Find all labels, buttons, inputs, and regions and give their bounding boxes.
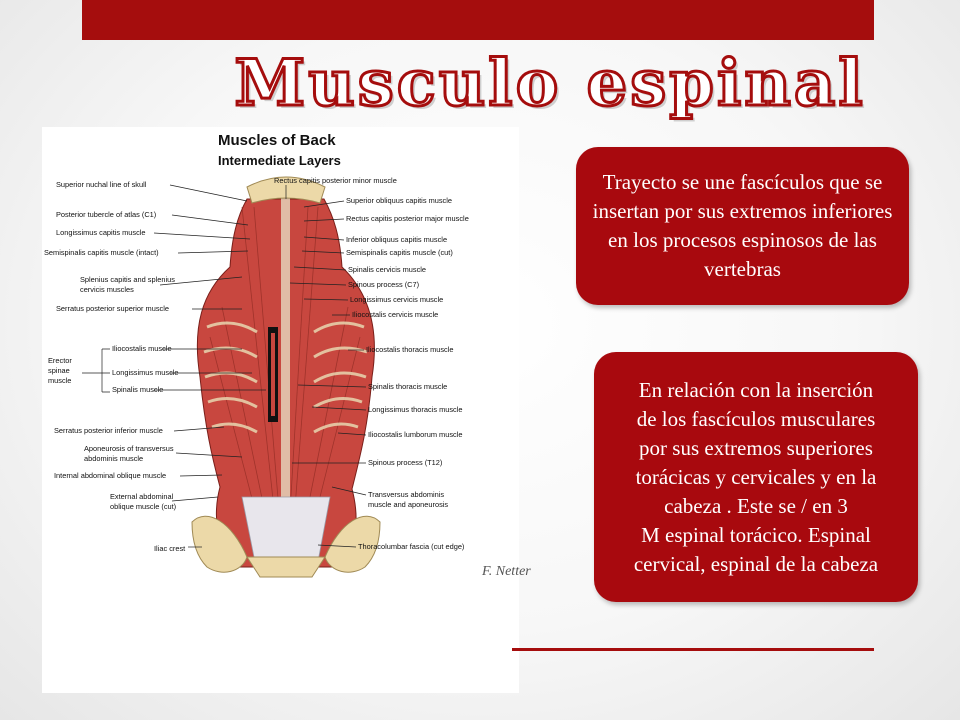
erector-label: spinae [48,366,70,375]
label-left: Spinalis muscle [112,385,164,394]
label-right: Iliocostalis lumborum muscle [368,430,463,439]
text-line: cabeza . Este se / en 3 [664,493,848,518]
label-right: Longissimus cervicis muscle [350,295,444,304]
text-line: M espinal torácico. Espinal [641,522,871,547]
bottom-accent-line [512,648,874,651]
label-right: muscle and aponeurosis [368,500,449,509]
info-box-trayecto-text: Trayecto se une fascículos que se insertan por sus extremos inferiores en los procesos espinosos de las vertebras [592,170,893,281]
label-left: Posterior tubercle of atlas (C1) [56,210,157,219]
label-right: Iliocostalis cervicis muscle [352,310,439,319]
label-right: Rectus capitis posterior minor muscle [274,176,397,185]
label-left: Serratus posterior superior muscle [56,304,169,313]
label-right: Rectus capitis posterior major muscle [346,214,469,223]
text-line: por sus extremos superiores [639,435,873,460]
info-box-trayecto [576,147,909,305]
label-left: Iliac crest [154,544,186,553]
info-box-insercion [594,352,918,602]
label-right: Spinalis cervicis muscle [348,265,427,274]
label-left: External abdominal [110,492,174,501]
info-box-insercion-text [626,376,886,579]
top-accent-bar [82,0,874,40]
label-left: Splenius capitis and splenius [80,275,175,284]
label-left: oblique muscle (cut) [110,502,177,511]
netter-signature: F. Netter [482,564,531,579]
label-right: Inferior obliquus capitis muscle [346,235,448,244]
label-left: Iliocostalis muscle [112,344,172,353]
erector-label: muscle [48,376,72,385]
figure-subtitle: Intermediate Layers [218,153,341,168]
label-left: Superior nuchal line of skull [56,180,147,189]
text-line: torácicas y cervicales y en la [635,464,877,489]
erector-label: Erector [48,356,72,365]
text-line: En relación con la inserción [638,377,874,402]
label-left: Aponeurosis of transversus [84,444,174,453]
label-left: Longissimus capitis muscle [56,228,146,237]
label-right: Semispinalis capitis muscle (cut) [346,248,453,257]
label-right: Longissimus thoracis muscle [368,405,463,414]
label-left: cervicis muscles [80,285,134,294]
label-right: Spinalis thoracis muscle [368,382,448,391]
label-left: Semispinalis capitis muscle (intact) [44,248,159,257]
anatomy-figure [42,127,531,693]
figure-title: Muscles of Back [218,132,336,149]
text-line: cervical, espinal de la cabeza [633,551,879,576]
label-right: Spinous process (T12) [368,458,443,467]
label-right: Thoracolumbar fascia (cut edge) [358,542,465,551]
label-left: abdominis muscle [84,454,144,463]
label-right: Spinous process (C7) [348,280,420,289]
slide-title: Musculo espinal [234,46,866,121]
label-left: Internal abdominal oblique muscle [54,471,167,480]
back-muscles-illustration [42,127,531,693]
label-right: Superior obliquus capitis muscle [346,196,452,205]
label-left: Longissimus muscle [112,368,179,377]
label-left: Serratus posterior inferior muscle [54,426,163,435]
label-right: Iliocostalis thoracis muscle [366,345,454,354]
text-line: de los fascículos musculares [636,406,876,431]
label-right: Transversus abdominis [368,490,445,499]
